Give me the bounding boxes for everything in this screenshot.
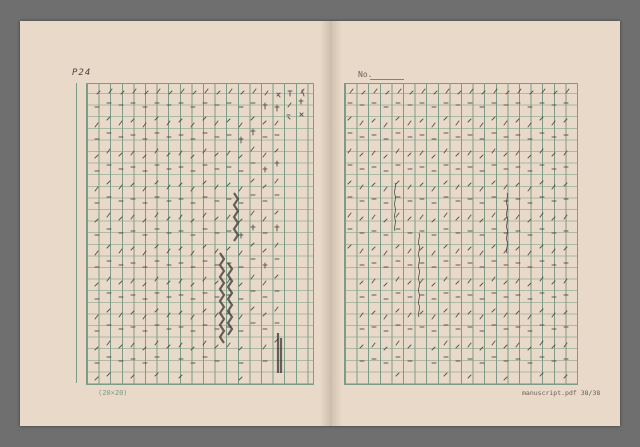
- grid-size-label: (20×20): [98, 389, 128, 397]
- footer-archive-code: manuscript.pdf 38/38: [522, 389, 601, 397]
- page-fold: [320, 21, 342, 426]
- right-manuscript-grid: [344, 83, 578, 385]
- left-page-number: P24: [72, 68, 92, 78]
- right-page-number-line: [370, 79, 404, 80]
- manuscript-sheet: [20, 21, 620, 426]
- right-page-number: No.: [358, 70, 373, 79]
- left-manuscript-grid: [86, 83, 314, 385]
